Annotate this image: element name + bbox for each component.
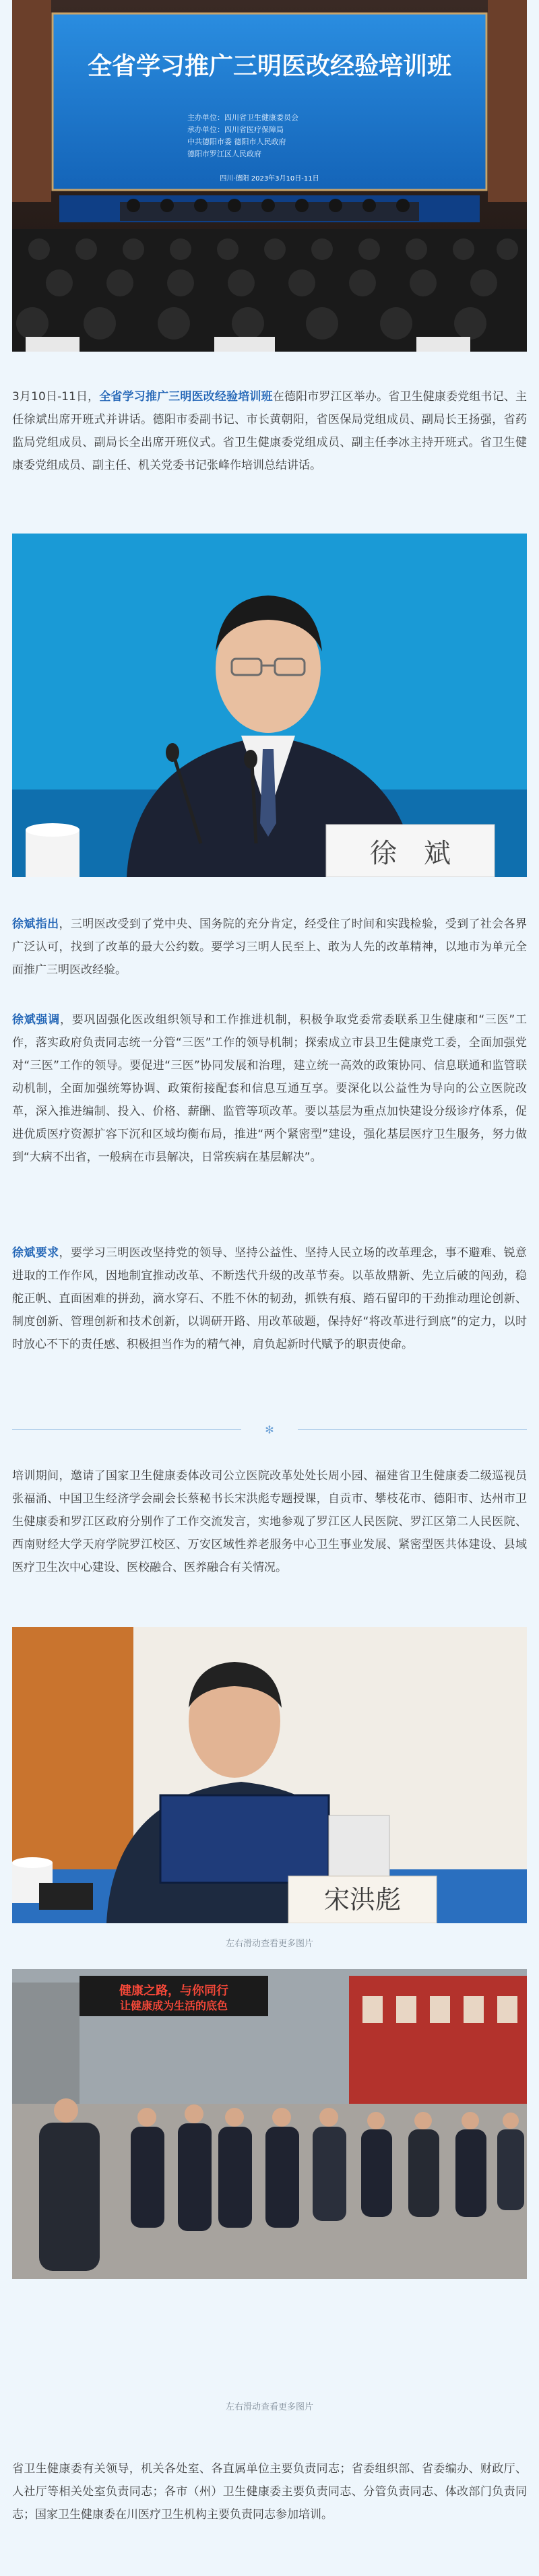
xu-bin-emphasis-paragraph: [12, 1008, 527, 1169]
speaker-photo-song-hongbiao: [12, 1627, 527, 1923]
xu-bin-requirements-text: ，要学习三明医改坚持党的领导、坚持公益性、坚持人民立场的改革理念，事不避难、锐意进取的工作作风，因地制宜推动改革、不断迭代升级的改革节奏。以革故鼎新、先立后破的闯劲，稳舵正帆、直面困难的拼劲，滴水穿石、不胜不休的韧劲，抓铁有痕、踏石留印的干劲推动理论创新、制度创新、管理创新和技术创新，以调研开路、用改革破题，保持好“将改革进行到底”的定力，以时时放心不下的责任感、积极担当作为的精气神，肩负起新时代赋予的职责使命。: [12, 1246, 528, 1351]
speaker-photo-xu-bin: [12, 534, 527, 877]
intro-paragraph-highlight: 全省学习推广三明医改经验培训班: [99, 390, 273, 404]
intro-paragraph-after: 在德阳市罗江区举办。省卫生健康委党组书记、主任徐斌出席开班式并讲话。德阳市委副书记、市长黄朝阳，省医保局党组成员、副局长王扬强，省药监局党组成员、副局长全出席开班仪式。省卫生健康委党组成员、副主任李冰主持开班式。省卫生健康委党组成员、副主任、机关党委书记张峰作培训总结讲话。: [12, 390, 528, 472]
led-sign-line-1: 健康之路，与你同行: [119, 1984, 228, 1998]
banner-organizer-1: 主办单位：四川省卫生健康委员会: [187, 113, 298, 122]
xu-bin-emphasis-highlight: 徐斌强调: [12, 1013, 61, 1027]
intro-paragraph-before: 3月10日-11日，: [12, 390, 100, 404]
attendees-paragraph: [12, 2457, 527, 2526]
training-period-paragraph: [12, 1464, 527, 1579]
knot-ornament-icon: ✻: [265, 1423, 274, 1436]
xu-bin-points-text: ，三明医改受到了党中央、国务院的充分肯定，经受住了时间和实践检验，受到了社会各界广泛认可，找到了改革的最大公约数。要学习三明人民至上、敢为人先的改革精神，以地市为单元全面推广三明医改经验。: [12, 917, 528, 977]
led-sign-line-2: 让健康成为生活的底色: [119, 1999, 228, 2012]
intro-paragraph: [12, 385, 527, 477]
swipe-caption-1: 左右滑动查看更多图片: [225, 1939, 313, 1949]
swipe-caption-2: 左右滑动查看更多图片: [225, 2402, 313, 2412]
xu-bin-requirements-highlight: 徐斌要求: [12, 1246, 59, 1260]
banner-organizer-2: 承办单位：四川省医疗保障局: [187, 125, 284, 134]
conference-hall-photo: [12, 0, 527, 352]
banner-title: 全省学习推广三明医改经验培训班: [87, 53, 452, 80]
xu-bin-emphasis-text: ，要巩固强化医改组织领导和工作推进机制，积极争取党委常委联系卫生健康和“三医”工作，落实政府负责同志统一分管“三医”工作的领导机制；探索成立市县卫生健康党工委，全面加强党对“三医”工作的领导。要促进“三医”协同发展和治理，建立统一高效的政策协同、信息联通和监管联动机制，全面加强统筹协调、政策衔接配套和信息互通互享。要深化以公益性为导向的公立医院改革，深入推进编制、投入、价格、薪酬、监管等项改革。要以基层为重点加快建设分级诊疗体系，促进优质医疗资源扩容下沉和区域均衡布局，推进“两个紧密型”建设，强化基层医疗卫生服务，努力做到“大病不出省，一般病在市县解决，日常疾病在基层解决”。: [12, 1013, 527, 1164]
site-visit-photo: [12, 1969, 527, 2279]
xu-bin-points-paragraph: [12, 913, 527, 981]
banner-organizer-4: 德阳市罗江区人民政府: [187, 150, 261, 158]
nameplate-song-hongbiao: 宋洪彪: [323, 1885, 402, 1914]
banner-date: 四川·德阳 2023年3月10日-11日: [220, 175, 319, 183]
xu-bin-points-highlight: 徐斌指出: [12, 917, 59, 931]
section-divider: [12, 1423, 527, 1437]
attendees-text: 省卫生健康委有关领导，机关各处室、各直属单位主要负责同志；省委组织部、省委编办、财政厅、人社厅等相关处室负责同志；各市（州）卫生健康委主要负责同志、分管负责同志、体改部门负责同志；国家卫生健康委在川医疗卫生机构主要负责同志参加培训。: [12, 2462, 527, 2521]
nameplate-xu-bin: 徐 斌: [370, 838, 451, 869]
xu-bin-requirements-paragraph: [12, 1242, 527, 1356]
banner-organizer-3: 中共德阳市委 德阳市人民政府: [187, 137, 286, 146]
training-period-text: 培训期间，邀请了国家卫生健康委体改司公立医院改革处处长周小园、福建省卫生健康委二级巡视员张福涌、中国卫生经济学会副会长蔡秘书长宋洪彪专题授课，自贡市、攀枝花市、德阳市、达州市卫生健康委和罗江区政府分别作了工作交流发言，实地参观了罗江区人民医院、罗江区第二人民医院、西南财经大学天府学院罗江校区、万安区域性养老服务中心卫生事业发展、紧密型医共体建设、县域医疗卫生次中心建设、医校融合、医养融合有关情况。: [12, 1469, 527, 1574]
